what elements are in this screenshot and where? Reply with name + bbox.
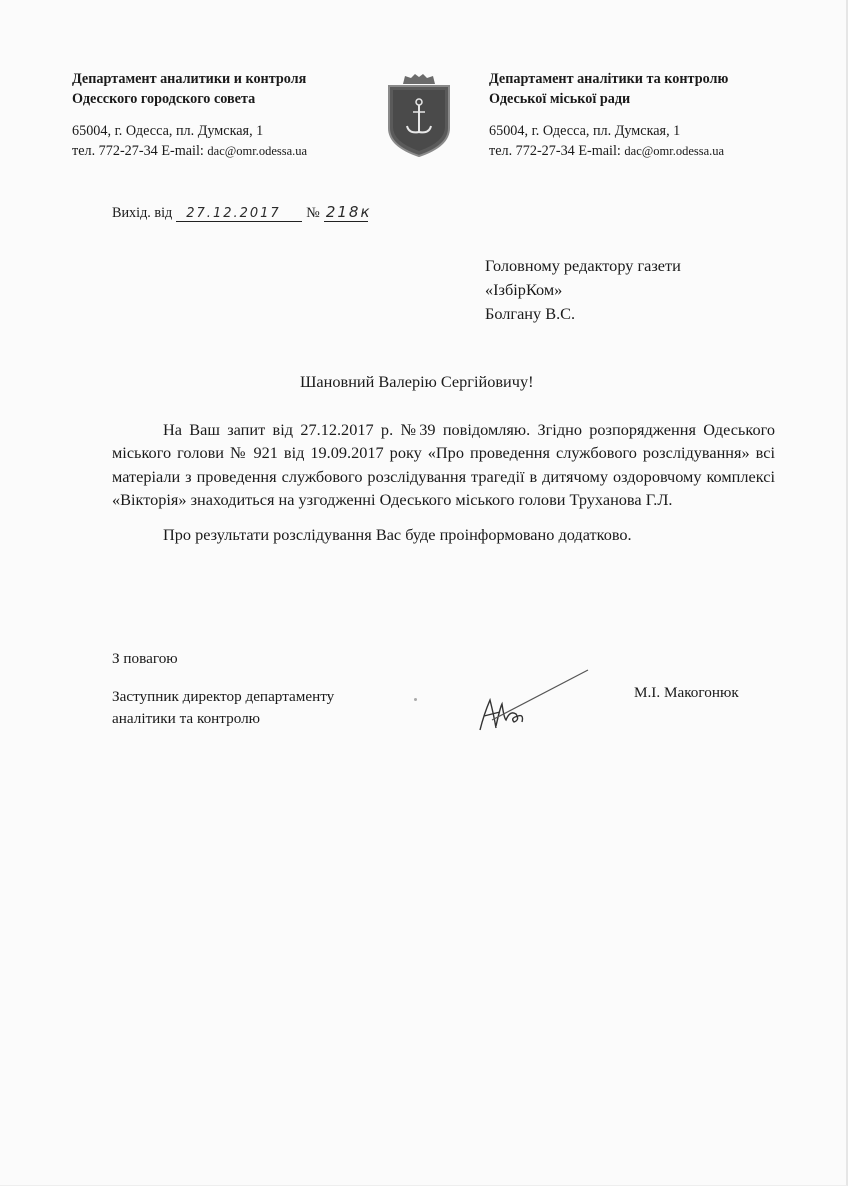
signer-title-line2: аналітики та контролю bbox=[112, 710, 261, 727]
letterhead-left-address: 65004, г. Одесса, пл. Думская, 1 bbox=[72, 123, 264, 139]
letterhead-right bbox=[489, 69, 728, 161]
letterhead-right-phone: тел. 772-27-34 E-mail: bbox=[489, 143, 621, 159]
coat-of-arms-icon bbox=[383, 72, 455, 158]
letter-body bbox=[112, 418, 775, 546]
body-paragraph-1: На Ваш запит від 27.12.2017 р. №39 повідомляю. Згідно розпорядження Одеського міського голови № 921 від 19.09.2017 року «Про проведення службового розслідування» всі матеріали з проведення службового розслідування трагедії в дитячому оздоровчому комплексі «Вікторія» знаходиться на узгодженні Одеського міського голови Труханова Г.Л. bbox=[112, 420, 775, 509]
outgoing-date: 27.12.2017 bbox=[186, 206, 281, 221]
letterhead-left bbox=[72, 69, 307, 161]
letterhead-left-email: dac@omr.odessa.ua bbox=[207, 144, 308, 158]
recipient-block bbox=[485, 254, 681, 326]
body-paragraph-2: Про результати розслідування Вас буде проінформовано додатково. bbox=[163, 525, 632, 545]
letterhead-right-council: Одеської міської ради bbox=[489, 91, 631, 107]
outgoing-label: Вихід. від bbox=[112, 205, 173, 221]
signature-icon bbox=[470, 664, 600, 739]
letterhead-left-contacts bbox=[72, 141, 307, 161]
recipient-position: Головному редактору газети bbox=[485, 256, 681, 275]
signer-title bbox=[112, 686, 334, 730]
letterhead-right-address: 65004, г. Одесса, пл. Думская, 1 bbox=[489, 123, 681, 139]
outgoing-reference bbox=[112, 204, 372, 222]
letterhead-left-council: Одесского городского совета bbox=[72, 91, 256, 107]
outgoing-number: 218к bbox=[325, 203, 372, 221]
scan-speck bbox=[414, 698, 417, 701]
letterhead-right-org: Департамент аналітики та контролю bbox=[489, 71, 729, 87]
closing-phrase: З повагою bbox=[112, 650, 178, 667]
recipient-name: Болгану В.С. bbox=[485, 304, 576, 323]
outgoing-number-field bbox=[324, 203, 372, 222]
letterhead-right-contacts bbox=[489, 141, 728, 161]
signer-title-line1: Заступник директор департаменту bbox=[112, 688, 335, 705]
letterhead-left-phone: тел. 772-27-34 E-mail: bbox=[72, 143, 204, 159]
signer-name: М.І. Макогонюк bbox=[634, 684, 739, 701]
salutation: Шановний Валерію Сергійовичу! bbox=[300, 372, 534, 391]
letterhead-left-org: Департамент аналитики и контроля bbox=[72, 71, 307, 87]
outgoing-number-label: № bbox=[306, 205, 320, 221]
letterhead-right-email: dac@omr.odessa.ua bbox=[624, 144, 725, 158]
outgoing-date-field bbox=[176, 204, 302, 222]
recipient-newspaper: «ІзбірКом» bbox=[485, 280, 563, 299]
